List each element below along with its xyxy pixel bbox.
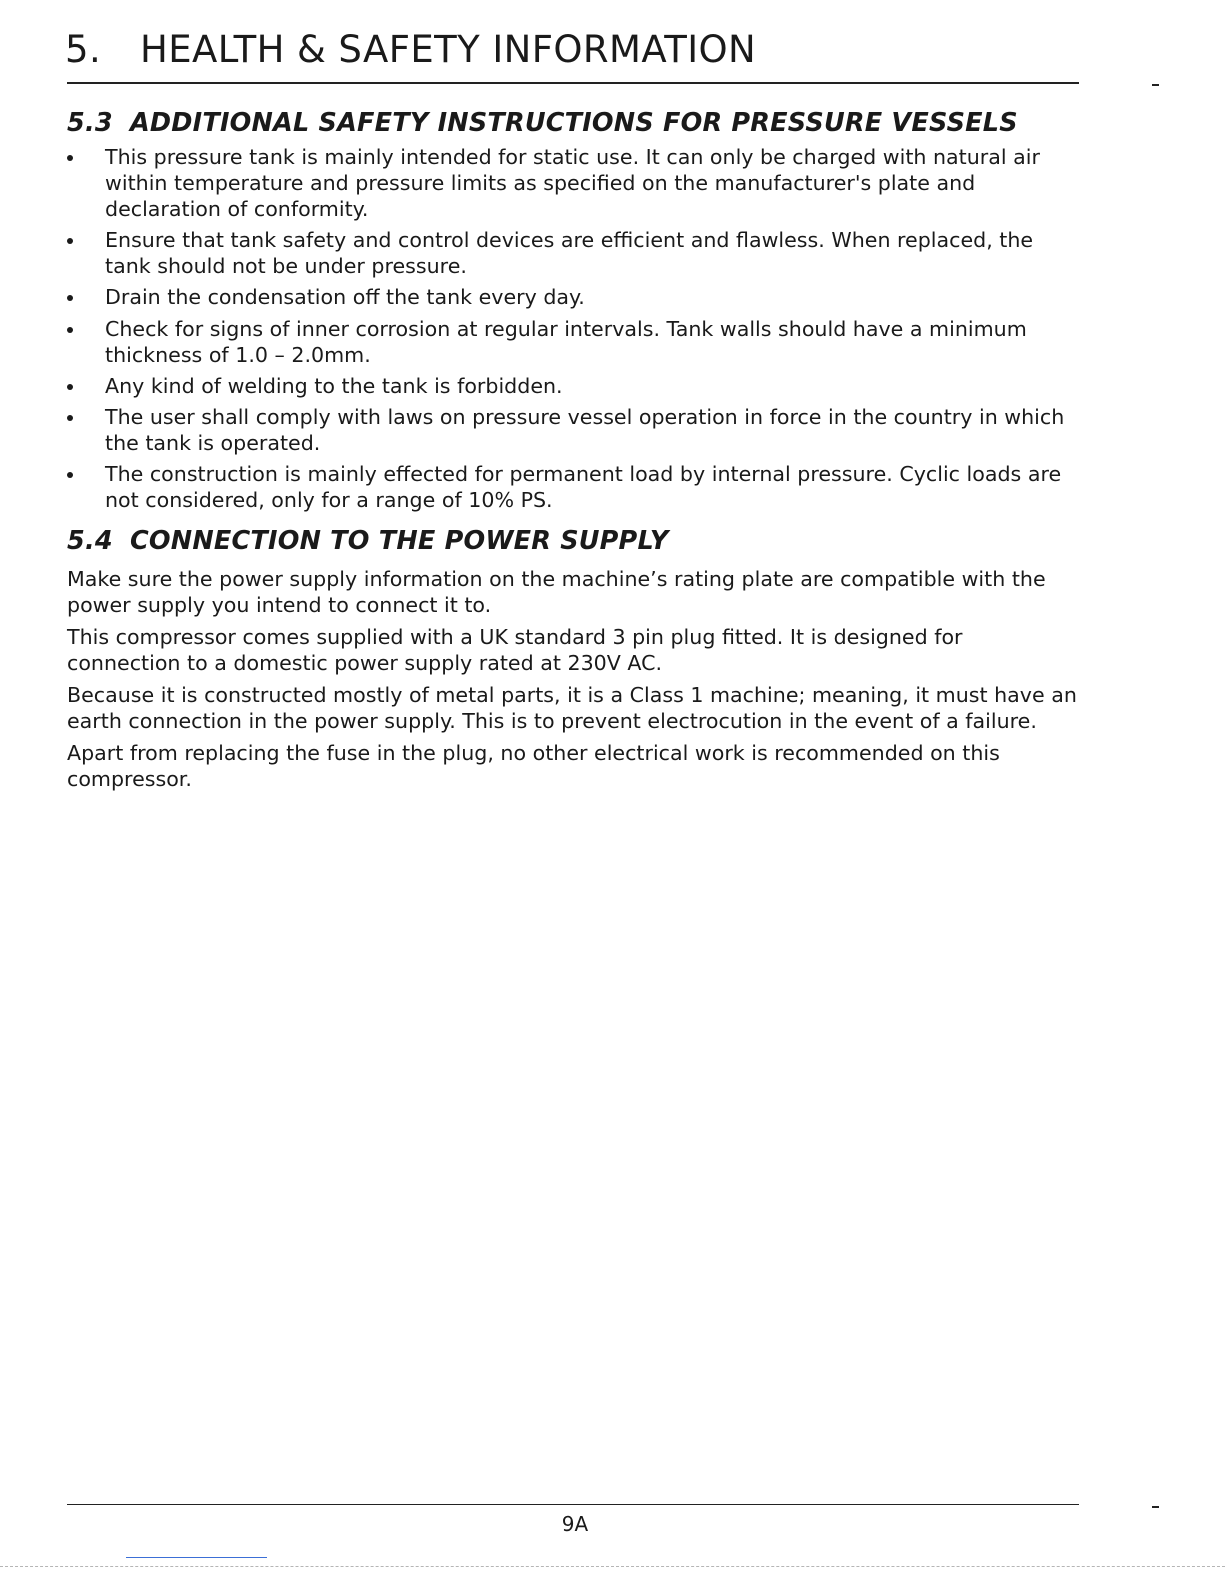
- bullet-text: Ensure that tank safety and control devices are efficient and flawless. When replaced, the tank should not be under pressure.: [105, 228, 1034, 279]
- bullet-dot-icon: [67, 295, 73, 301]
- section-5-3-title: ADDITIONAL SAFETY INSTRUCTIONS FOR PRESSURE VESSELS: [130, 108, 1018, 138]
- section-5-4-title: CONNECTION TO THE POWER SUPPLY: [130, 526, 669, 557]
- bullet-item: [67, 144, 1082, 222]
- bullet-item: [67, 373, 1082, 399]
- bullet-text: Any kind of welding to the tank is forbidden.: [105, 373, 563, 398]
- section-5-4-number: 5.4: [67, 526, 113, 557]
- bullet-dot-icon: [67, 155, 73, 161]
- header-rule: [67, 82, 1079, 84]
- crop-mark-bottom: [1152, 1506, 1159, 1508]
- bullet-dot-icon: [67, 415, 73, 421]
- power-supply-paragraph: Apart from replacing the fuse in the plug, no other electrical work is recommended on this compressor.: [67, 741, 1000, 792]
- bullet-dot-icon: [67, 472, 73, 478]
- section-5-3-number: 5.3: [67, 108, 113, 138]
- power-supply-paragraph: Because it is constructed mostly of metal parts, it is a Class 1 machine; meaning, it must have an earth connection in the power supply. This is to prevent electrocution in the event of a failure.: [67, 683, 1077, 734]
- section-title-text: HEALTH & SAFETY INFORMATION: [140, 28, 757, 71]
- page-section-title: [65, 28, 756, 71]
- bullet-dot-icon: [67, 327, 73, 333]
- page-content: [67, 108, 1082, 792]
- section-number: 5.: [65, 28, 102, 71]
- power-supply-paragraph: This compressor comes supplied with a UK standard 3 pin plug fitted. It is designed for connection to a domestic power supply rated at 230V AC.: [67, 625, 963, 676]
- scan-edge-line: [0, 1566, 1225, 1567]
- bullet-dot-icon: [67, 384, 73, 390]
- bullet-text: The user shall comply with laws on pressure vessel operation in force in the country in which the tank is operated.: [105, 404, 1065, 455]
- section-5-4-heading: [67, 526, 1082, 556]
- bullet-item: [67, 461, 1082, 513]
- bullet-text: This pressure tank is mainly intended for static use. It can only be charged with natural air within temperature and pressure limits as specified on the manufacturer's plate and declaration of conformity.: [105, 145, 1040, 221]
- footer-rule: [67, 1504, 1079, 1505]
- bullet-item: [67, 404, 1082, 456]
- bullet-item: [67, 227, 1082, 279]
- bullet-item: [67, 284, 1082, 310]
- bullet-item: [67, 316, 1082, 368]
- crop-mark-top: [1152, 84, 1159, 86]
- page-number: 9A: [561, 1512, 589, 1536]
- section-5-3-heading: [67, 108, 1082, 138]
- bullet-dot-icon: [67, 238, 73, 244]
- bullet-text: Drain the condensation off the tank every day.: [105, 285, 585, 310]
- scan-underline: [126, 1557, 267, 1558]
- bullet-text: The construction is mainly effected for permanent load by internal pressure. Cyclic loads are not considered, only for a range of 10% PS.: [105, 462, 1062, 513]
- bullet-text: Check for signs of inner corrosion at regular intervals. Tank walls should have a minimum thickness of 1.0 – 2.0mm.: [105, 316, 1027, 367]
- safety-bullet-list: [67, 144, 1082, 513]
- power-supply-paragraph: Make sure the power supply information on the machine’s rating plate are compatible with the power supply you intend to connect it to.: [67, 567, 1046, 618]
